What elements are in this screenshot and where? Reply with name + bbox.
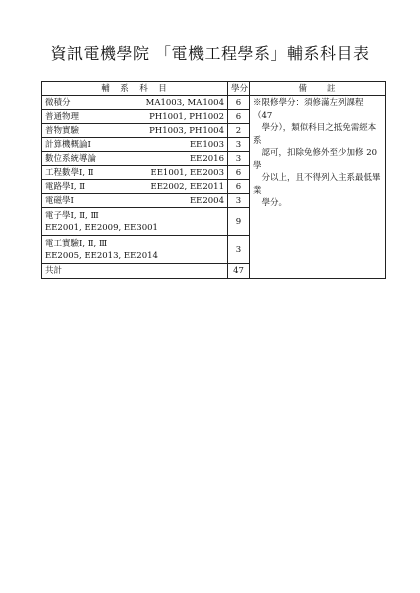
course-cell <box>42 194 228 208</box>
course-cell <box>42 152 228 166</box>
header-course: 輔 系 科 目 <box>42 82 228 96</box>
course-name: 電路學Ⅰ, Ⅱ <box>45 181 86 192</box>
course-cell <box>42 208 228 236</box>
course-cell <box>42 110 228 124</box>
course-name: 電工實驗Ⅰ, Ⅱ, Ⅲ <box>45 238 108 249</box>
course-cell <box>42 124 228 138</box>
course-code: EE2002, EE2011 <box>150 181 224 192</box>
course-credits: 6 <box>228 180 250 194</box>
course-credits: 3 <box>228 152 250 166</box>
course-name: 工程數學Ⅰ, Ⅱ <box>45 167 94 178</box>
table-row <box>42 96 386 110</box>
course-name: 計算機概論Ⅰ <box>45 139 91 150</box>
page-title: 資訊電機學院 「電機工程學系」輔系科目表 <box>50 44 370 63</box>
table-header-row <box>42 82 386 96</box>
header-credits: 學分 <box>228 82 250 96</box>
course-name: 電磁學Ⅰ <box>45 195 74 206</box>
course-cell <box>42 166 228 180</box>
course-code: EE1003 <box>189 139 224 150</box>
note-line: ※限修學分：須修滿左列課程（47 <box>253 98 364 121</box>
course-credits: 6 <box>228 110 250 124</box>
course-name: 數位系統導論 <box>45 153 97 164</box>
course-credits: 6 <box>228 96 250 110</box>
course-name: 普通物理 <box>45 111 80 122</box>
note-line: 學分），類似科目之抵免需經本系 <box>253 123 377 146</box>
course-code: EE2004 <box>189 195 224 206</box>
course-code: PH1001, PH1002 <box>149 111 224 122</box>
course-name: 普物實驗 <box>45 125 80 136</box>
course-cell <box>42 138 228 152</box>
header-notes: 備 註 <box>250 82 386 96</box>
total-label: 共計 <box>42 264 228 279</box>
minor-course-table <box>41 81 386 279</box>
course-credits: 2 <box>228 124 250 138</box>
course-cell <box>42 180 228 194</box>
note-line: 分以上，且不得列入主系最低畢業 <box>253 173 381 196</box>
course-name: 電子學Ⅰ, Ⅱ, Ⅲ <box>45 210 99 221</box>
total-credits: 47 <box>228 264 250 279</box>
course-credits: 3 <box>228 236 250 264</box>
course-code: EE2005, EE2013, EE2014 <box>45 250 158 261</box>
course-code: PH1003, PH1004 <box>149 125 224 136</box>
note-line: 學分。 <box>253 198 288 208</box>
notes-cell <box>250 96 386 279</box>
course-credits: 3 <box>228 194 250 208</box>
course-cell <box>42 236 228 264</box>
course-code: EE2001, EE2009, EE3001 <box>45 222 158 233</box>
course-credits: 9 <box>228 208 250 236</box>
course-credits: 6 <box>228 166 250 180</box>
course-cell <box>42 96 228 110</box>
course-code: EE2016 <box>189 153 224 164</box>
course-code: MA1003, MA1004 <box>145 97 224 108</box>
note-line: 認可，扣除免修外至少加修 20 學 <box>253 148 378 171</box>
course-code: EE1001, EE2003 <box>150 167 224 178</box>
course-name: 微積分 <box>45 97 71 108</box>
course-credits: 3 <box>228 138 250 152</box>
